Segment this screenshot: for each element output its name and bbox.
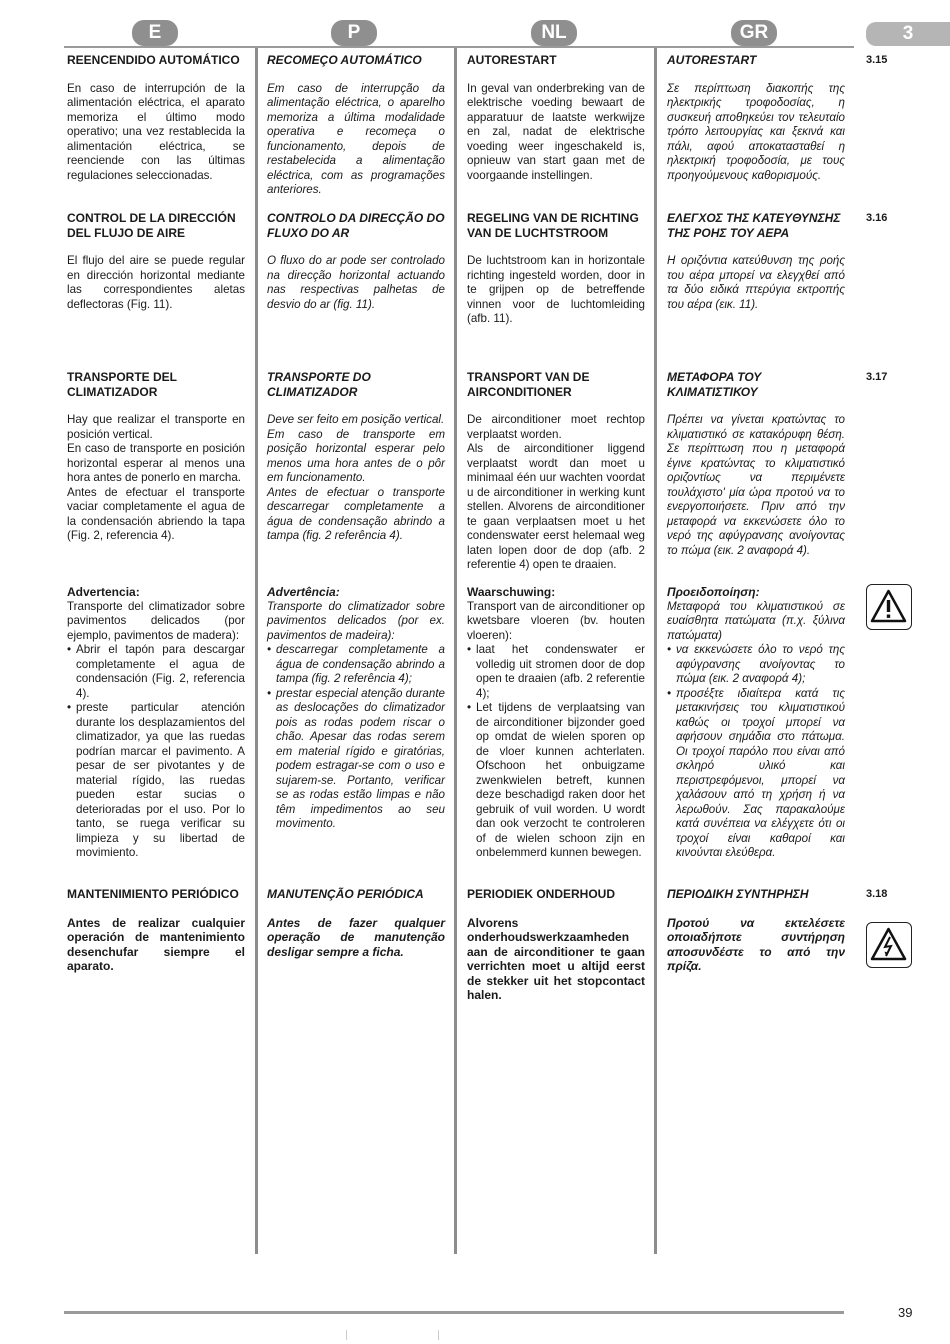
column-divider <box>454 48 457 1254</box>
section-body: Antes de fazer qualquer operação de manutenção desligar sempre a ficha. <box>267 915 445 959</box>
section-3-18-gr <box>667 887 845 974</box>
section-3-17-gr <box>667 370 845 558</box>
warning-pt <box>267 585 445 832</box>
section-heading: CONTROL DE LA DIRECCIÓN DEL FLUJO DE AIRE <box>67 211 236 240</box>
section-heading: TRANSPORTE DEL CLIMATIZADOR <box>67 370 177 399</box>
warning-title: Waarschuwing: <box>467 585 556 599</box>
warning-title: Advertencia: <box>67 585 140 599</box>
chapter-tab: 3 <box>866 22 950 46</box>
section-body: Deve ser feito em posição vertical. Em caso de transporte em posição horizontal esperar pelo menos uma hora antes de o pôr em funcionamento. Antes de efectuar o transporte descarregar completamente a água de condensação abrindo a tampa (fig. 2 referência 4). <box>267 413 445 542</box>
section-body: Em caso de interrupção da alimentação eléctrica, o aparelho memoriza a última modalidade operativa e recomeça o funcionamento, depois de restabelecida a alimentação eléctrica, com as programações anteriores. <box>267 81 445 196</box>
section-body: Πρέπει να γίνεται κρατώντας το κλιματιστικό σε κατακόρυφη θέση. Σε περίπτωση που η μεταφορά έγινε κρατώντας το κλιματιστικό οριζοντίως να περιμένετε τουλάχιστο' μία ώρα προτού να το ενεργοποιήσετε. Πριν από την μεταφορά να εκκενώσετε όλο το νερό της αφύγρανσης ανοίγοντας το πώμα (εικ. 2 αναφορά 4). <box>667 413 845 557</box>
section-heading: TRANSPORT VAN DE AIRCONDITIONER <box>467 370 590 399</box>
section-heading: AUTORESTART <box>467 53 557 67</box>
crop-mark <box>346 1330 347 1340</box>
section-body: Η οριζόντια κατεύθυνση της ροής του αέρα μπορεί να ελεγχθεί από τα δύο ειδικά πτερύγια εκτροπής του αέρα (εικ. 11). <box>667 254 845 311</box>
lang-tab-nl: NL <box>531 20 577 46</box>
column-divider <box>255 48 258 1254</box>
section-3-18-es <box>67 887 245 974</box>
warning-list <box>67 643 245 861</box>
section-number: 3.16 <box>866 212 888 224</box>
warning-nl <box>467 585 645 861</box>
section-heading: ΠΕΡΙΟΔΙΚΗ ΣΥΝΤΗΡΗΣΗ <box>667 887 809 901</box>
section-heading: MANUTENÇÃO PERIÓDICA <box>267 887 424 901</box>
section-number: 3.18 <box>866 888 888 900</box>
section-3-16-pt <box>267 211 445 312</box>
section-heading: REGELING VAN DE RICHTING VAN DE LUCHTSTROOM <box>467 211 639 240</box>
warning-title: Advertência: <box>267 585 340 599</box>
section-3-15-nl <box>467 53 645 183</box>
section-body: En caso de interrupción de la alimentación eléctrica, el aparato memoriza el último modo operativo; una vez restablecida la alimentación eléctrica, se reenciende con las últimas regulaciones seleccionadas. <box>67 81 245 182</box>
section-number: 3.17 <box>866 371 888 383</box>
warning-intro: Transport van de airconditioner op kwetsbare vloeren (bv. houten vloeren): <box>467 599 645 642</box>
list-item: • prestar especial atenção durante as deslocações do climatizador pois as rodas podem riscar o chão. Apesar das rodas serem em material rígido e giratórias, podem estragar-se com o uso e sujarem-se. Portanto, verificar se as rodas estão limpas e não têm impedimentos ao seu movimento. <box>267 687 445 832</box>
section-body: Antes de realizar cualquier operación de mantenimiento desenchufar siempre el aparato. <box>67 915 245 973</box>
column-divider <box>654 48 657 1254</box>
section-heading: PERIODIEK ONDERHOUD <box>467 887 616 901</box>
section-3-15-es <box>67 53 245 183</box>
warning-es <box>67 585 245 861</box>
lang-tab-gr: GR <box>731 20 777 46</box>
section-3-17-nl <box>467 370 645 573</box>
section-body: Hay que realizar el transporte en posición vertical. En caso de transporte en posición horizontal esperar al menos una hora antes de ponerlo en marcha. Antes de efectuar el transporte vaciar completamente el agua de la condensación abriendo la tapa (Fig. 2, referencia 4). <box>67 413 245 542</box>
warning-title: Προειδοποίηση: <box>667 585 760 599</box>
section-heading: CONTROLO DA DIRECÇÃO DO FLUXO DO AR <box>267 211 445 240</box>
section-3-15-pt <box>267 53 445 198</box>
warning-gr <box>667 585 845 861</box>
section-heading: AUTORESTART <box>667 53 757 67</box>
section-body: De airconditioner moet rechtop verplaatst worden. Als de airconditioner liggend verplaatst wordt dan moet u minimaal één uur wachten voordat u de airconditioner in werking kunt stellen. Alvorens de airconditioner te gaan verplaatsen moet u het condenswater eerst helemaal weg laten lopen door de dop (afb. 2 referentie 4) open te draaien. <box>467 413 645 571</box>
section-heading: ΕΛΕΓΧΟΣ ΤΗΣ ΚΑΤΕΥΘΥΝΣΗΣ ΤΗΣ ΡΟΗΣ ΤΟΥ ΑΕΡΑ <box>667 211 841 240</box>
warning-intro: Μεταφορά του κλιματιστικού σε ευαίσθητα πατώματα (π.χ. ξύλινα πατώματα) <box>667 599 845 642</box>
list-item: • Abrir el tapón para descargar completamente el agua de condensación (Fig. 2, referencia 4). <box>67 643 245 701</box>
section-3-18-nl <box>467 887 645 1003</box>
section-3-16-es <box>67 211 245 312</box>
section-3-18-pt <box>267 887 445 959</box>
section-heading: REENCENDIDO AUTOMÁTICO <box>67 53 240 67</box>
list-item: • Let tijdens de verplaatsing van de airconditioner bijzonder goed op omdat de wielen sporen op de vloer kunnen achterlaten. Ofschoon het onbuigzame zwenkwielen betreft, kunnen deze beschadigd raken door het gebruik of vuil worden. U wordt dan ook verzocht te controleren of de wielen schoon zijn en onbelemmerd kunnen bewegen. <box>467 701 645 861</box>
section-heading: RECOMEÇO AUTOMÁTICO <box>267 53 422 67</box>
section-body: In geval van onderbreking van de elektrische voeding bewaart de apparatuur de laatste werkwijze en zal, nadat de elektrische voeding weer ingeschakeld is, opnieuw van start gaan met de voorgaande instellingen. <box>467 81 645 182</box>
list-item: • preste particular atención durante los desplazamientos del climatizador, ya que las ruedas podrían marcar el pavimento. A pesar de ser pivotantes y de material rígido, las ruedas pueden estar sucias o deterioradas por el uso. Por lo tanto, se ruega verificar su limpieza y su libertad de movimiento. <box>67 701 245 861</box>
list-item: • laat het condenswater er volledig uit stromen door de dop open te draaien (afb. 2 referentie 4); <box>467 643 645 701</box>
section-heading: ΜΕΤΑΦΟΡΑ ΤΟΥ ΚΛΙΜΑΤΙΣΤΙΚΟΥ <box>667 370 762 399</box>
section-3-17-es <box>67 370 245 544</box>
lang-tab-pt: P <box>331 20 377 46</box>
section-3-15-gr <box>667 53 845 183</box>
warning-triangle-icon <box>866 584 912 630</box>
header-rule <box>64 46 854 48</box>
section-heading: TRANSPORTE DO CLIMATIZADOR <box>267 370 371 399</box>
warning-intro: Transporte do climatizador sobre pavimentos delicados (por ex. pavimentos de madeira): <box>267 599 445 642</box>
section-body: Προτού να εκτελέσετε οποιαδήποτε συντήρηση αποσυνδέστε το από την πρίζα. <box>667 915 845 973</box>
section-3-16-nl <box>467 211 645 327</box>
page-number: 39 <box>898 1305 913 1320</box>
list-item: • να εκκενώσετε όλο το νερό της αφύγρανσης ανοίγοντας το πώμα (εικ. 2 αναφορά 4); <box>667 643 845 687</box>
footer-rule <box>64 1311 844 1314</box>
warning-list <box>667 643 845 861</box>
crop-mark <box>438 1330 439 1340</box>
section-body: El flujo del aire se puede regular en dirección horizontal mediante las correspondientes aletas deflectoras (Fig. 11). <box>67 254 245 311</box>
section-body: De luchtstroom kan in horizontale richting ingesteld worden, door in te grijpen op de betreffende vinnen voor de luchtomleiding (afb. 11). <box>467 254 645 325</box>
section-number: 3.15 <box>866 54 888 66</box>
warning-list <box>267 643 445 832</box>
electric-hazard-icon <box>866 922 912 968</box>
list-item: • descarregar completamente a água de condensação abrindo a tampa (fig. 2 referência 4); <box>267 643 445 687</box>
list-item: • προσέξτε ιδιαίτερα κατά τις μετακινήσεις του κλιματιστικού καθώς οι τροχοί μπορεί να αφήσουν σημάδια στο πάτωμα. Οι τροχοί παρόλο που είναι από σκληρό υλικό και περιστρεφόμενοι, μπορεί να χαλάσουν από τη χρήση ή να λερωθούν. Σας παρακαλούμε κατά συνέπεια να ελέγχετε ότι οι τροχοί είναι καθαροί και κινούνται ελεύθερα. <box>667 687 845 861</box>
section-body: Σε περίπτωση διακοπής της ηλεκτρικής τροφοδοσίας, η συσκευή αποθηκεύει τον τελευταίο τρόπο λειτουργίας και ξεκινά και πάλι, αφού αποκατασταθεί η ηλεκτρική τροφοδοσία, με τους προηγούμενους καθορισμούς. <box>667 81 845 182</box>
section-heading: MANTENIMIENTO PERIÓDICO <box>67 887 239 901</box>
section-3-17-pt <box>267 370 445 544</box>
warning-list <box>467 643 645 861</box>
warning-intro: Transporte del climatizador sobre pavimentos delicados (por ejemplo, pavimentos de madera): <box>67 599 245 642</box>
section-body: Alvorens onderhoudswerkzaamheden aan de airconditioner te gaan verrichten moet u altijd eerst de stekker uit het stopcontact halen. <box>467 915 645 1002</box>
section-3-16-gr <box>667 211 845 312</box>
section-body: O fluxo do ar pode ser controlado na direcção horizontal actuando nas respectivas palhetas de desvio do ar (fig. 11). <box>267 254 445 311</box>
lang-tab-es: E <box>132 20 178 46</box>
